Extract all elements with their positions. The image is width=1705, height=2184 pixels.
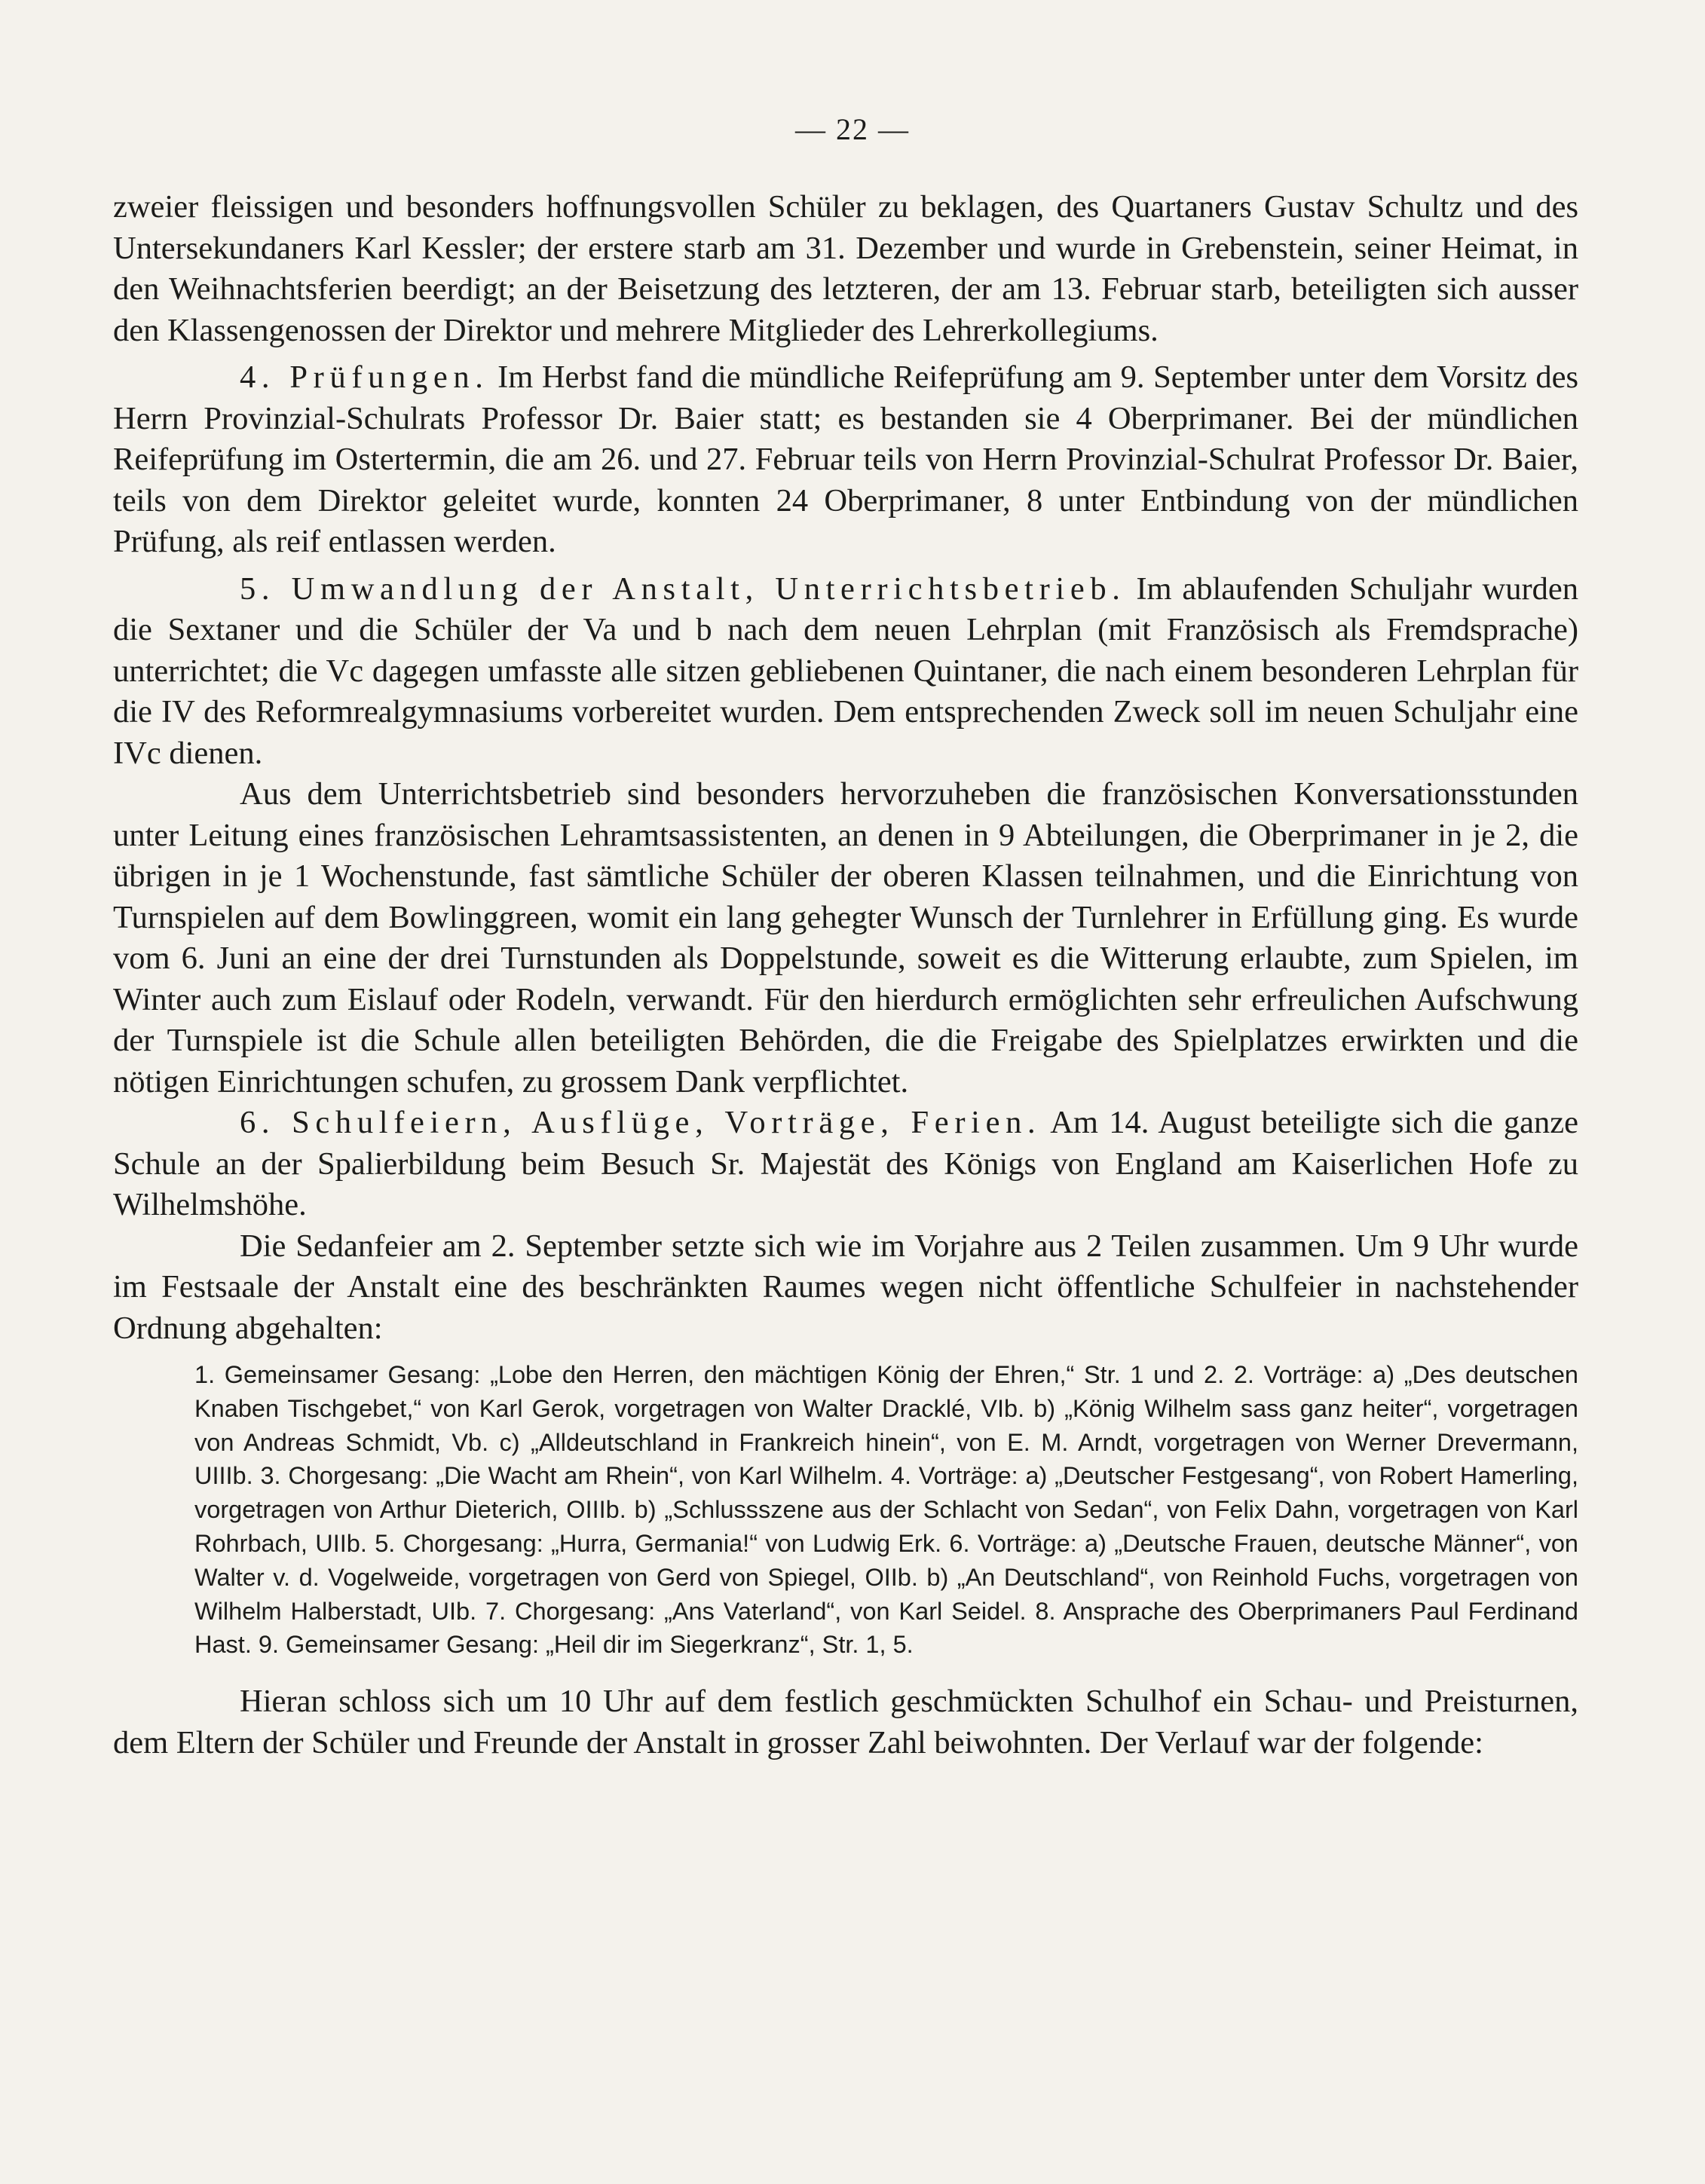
paragraph-pruefungen-text: Im Herbst fand die mündliche Reifeprüfung am 9. September unter dem Vorsitz des Herrn Provinzial-Schulrats Professor Dr. Baier statt; es bestanden sie 4 Oberprimaner. Bei der mündlichen Reifeprüfung im Ostertermin, die am 26. und 27. Februar teils von Herrn Provinzial-Schulrat Professor Dr. Baier, teils von dem Direktor geleitet wurde, konnten 24 Oberprimaner, 8 unter Entbindung von der mündlichen Prüfung, als reif entlassen werden. <box>113 359 1578 559</box>
paragraph-umwandlung <box>113 569 1578 775</box>
festival-program: 1. Gemeinsamer Gesang: „Lobe den Herren, den mächtigen König der Ehren,“ Str. 1 und 2. 2. Vorträge: a) „Des deutschen Knaben Tischgebet,“ von Karl Gerok, vorgetragen von Walter Dracklé, VIb. b) „König Wilhelm sass ganz heiter“, vorgetragen von Andreas Schmidt, Vb. c) „Alldeutschland in Frankreich hinein“, von E. M. Arndt, vorgetragen von Werner Drevermann, UIIIb. 3. Chorgesang: „Die Wacht am Rhein“, von Karl Wilhelm. 4. Vorträge: a) „Deutscher Festgesang“, von Robert Hamerling, vorgetragen von Arthur Dieterich, OIIIb. b) „Schlussszene aus der Schlacht von Sedan“, von Felix Dahn, vorgetragen von Karl Rohrbach, UIIb. 5. Chorgesang: „Hurra, Germania!“ von Ludwig Erk. 6. Vorträge: a) „Deutsche Frauen, deutsche Männer“, von Walter v. d. Vogelweide, vorgetragen von Gerd von Spiegel, OIIb. b) „An Deutschland“, von Reinhold Fuchs, vorgetragen von Wilhelm Halberstadt, UIb. 7. Chorgesang: „Ans Vaterland“, von Karl Seidel. 8. Ansprache des Oberprimaners Paul Ferdinand Hast. 9. Gemeinsamer Gesang: „Heil dir im Siegerkranz“, Str. 1, 5. <box>194 1361 1578 1659</box>
document-body <box>113 187 1578 1763</box>
section-heading-pruefungen: 4. Prüfungen. <box>240 359 489 395</box>
paragraph-umwandlung-text: Im ablaufenden Schuljahr wurden die Sextaner und die Schüler der Va und b nach dem neuen Lehrplan (mit Französisch als Fremdsprache) unterrichtet; die Vc dagegen umfasste alle sitzen gebliebenen Quintaner, die nach einem besonderen Lehrplan für die IV des Reformrealgymnasiums vorbereitet wurden. Dem entsprechenden Zweck soll im neuen Schuljahr eine IVc dienen. <box>113 570 1579 771</box>
paragraph-pruefungen <box>113 357 1578 563</box>
paragraph-sedanfeier: Die Sedanfeier am 2. September setzte sich wie im Vorjahre aus 2 Teilen zusammen. Um 9 Uhr wurde im Festsaale der Anstalt eine des beschränkten Raumes wegen nicht öffentliche Schulfeier in nachstehender Ordnung abgehalten: <box>113 1228 1578 1346</box>
paragraph-closing: Hieran schloss sich um 10 Uhr auf dem festlich geschmückten Schulhof ein Schau- und Preisturnen, dem Eltern der Schüler und Freunde der Anstalt in grosser Zahl beiwohnten. Der Verlauf war der folgende: <box>113 1684 1578 1760</box>
paragraph-schulfeiern <box>113 1103 1578 1226</box>
paragraph-schulfeiern-text: Am 14. August beteiligte sich die ganze Schule an der Spalierbildung beim Besuch Sr. Majestät des Königs von England am Kaiserlichen Hofe zu Wilhelmshöhe. <box>113 1105 1579 1222</box>
page-number: — 22 — <box>795 112 910 146</box>
paragraph-deaths: zweier fleissigen und besonders hoffnungsvollen Schüler zu beklagen, des Quartaners Gustav Schultz und des Untersekundaners Karl Kessler; der erstere starb am 31. Dezember und wurde in Grebenstein, seiner Heimat, in den Weihnachtsferien beerdigt; an der Beisetzung des letzteren, der am 13. Februar starb, beteiligten sich ausser den Klassengenossen der Direktor und mehrere Mitglieder des Lehrerkollegiums. <box>113 189 1578 348</box>
paragraph-unterrichtsbetrieb: Aus dem Unterrichtsbetrieb sind besonders hervorzuheben die französischen Konversationsstunden unter Leitung eines französischen Lehramtsassistenten, an denen in 9 Abteilungen, die Oberprimaner in je 2, die übrigen in je 1 Wochenstunde, fast sämtliche Schüler der oberen Klassen teilnahmen, und die Einrichtung von Turnspielen auf dem Bowlinggreen, womit ein lang gehegter Wunsch der Turnlehrer in Erfüllung ging. Es wurde vom 6. Juni an eine der drei Turnstunden als Doppelstunde, soweit es die Witterung erlaubte, zum Spielen, im Winter auch zum Eislauf oder Rodeln, verwandt. Für den hierdurch ermöglichten sehr erfreulichen Aufschwung der Turnspiele ist die Schule allen beteiligten Behörden, die die Freigabe des Spielplatzes erwirkten und die nötigen Einrichtungen schufen, zu grossem Dank verpflichtet. <box>113 776 1578 1100</box>
section-heading-schulfeiern: 6. Schulfeiern, Ausflüge, Vorträge, Ferien. <box>240 1105 1042 1140</box>
section-heading-umwandlung: 5. Umwandlung der Anstalt, Unterrichtsbetrieb. <box>240 570 1126 607</box>
